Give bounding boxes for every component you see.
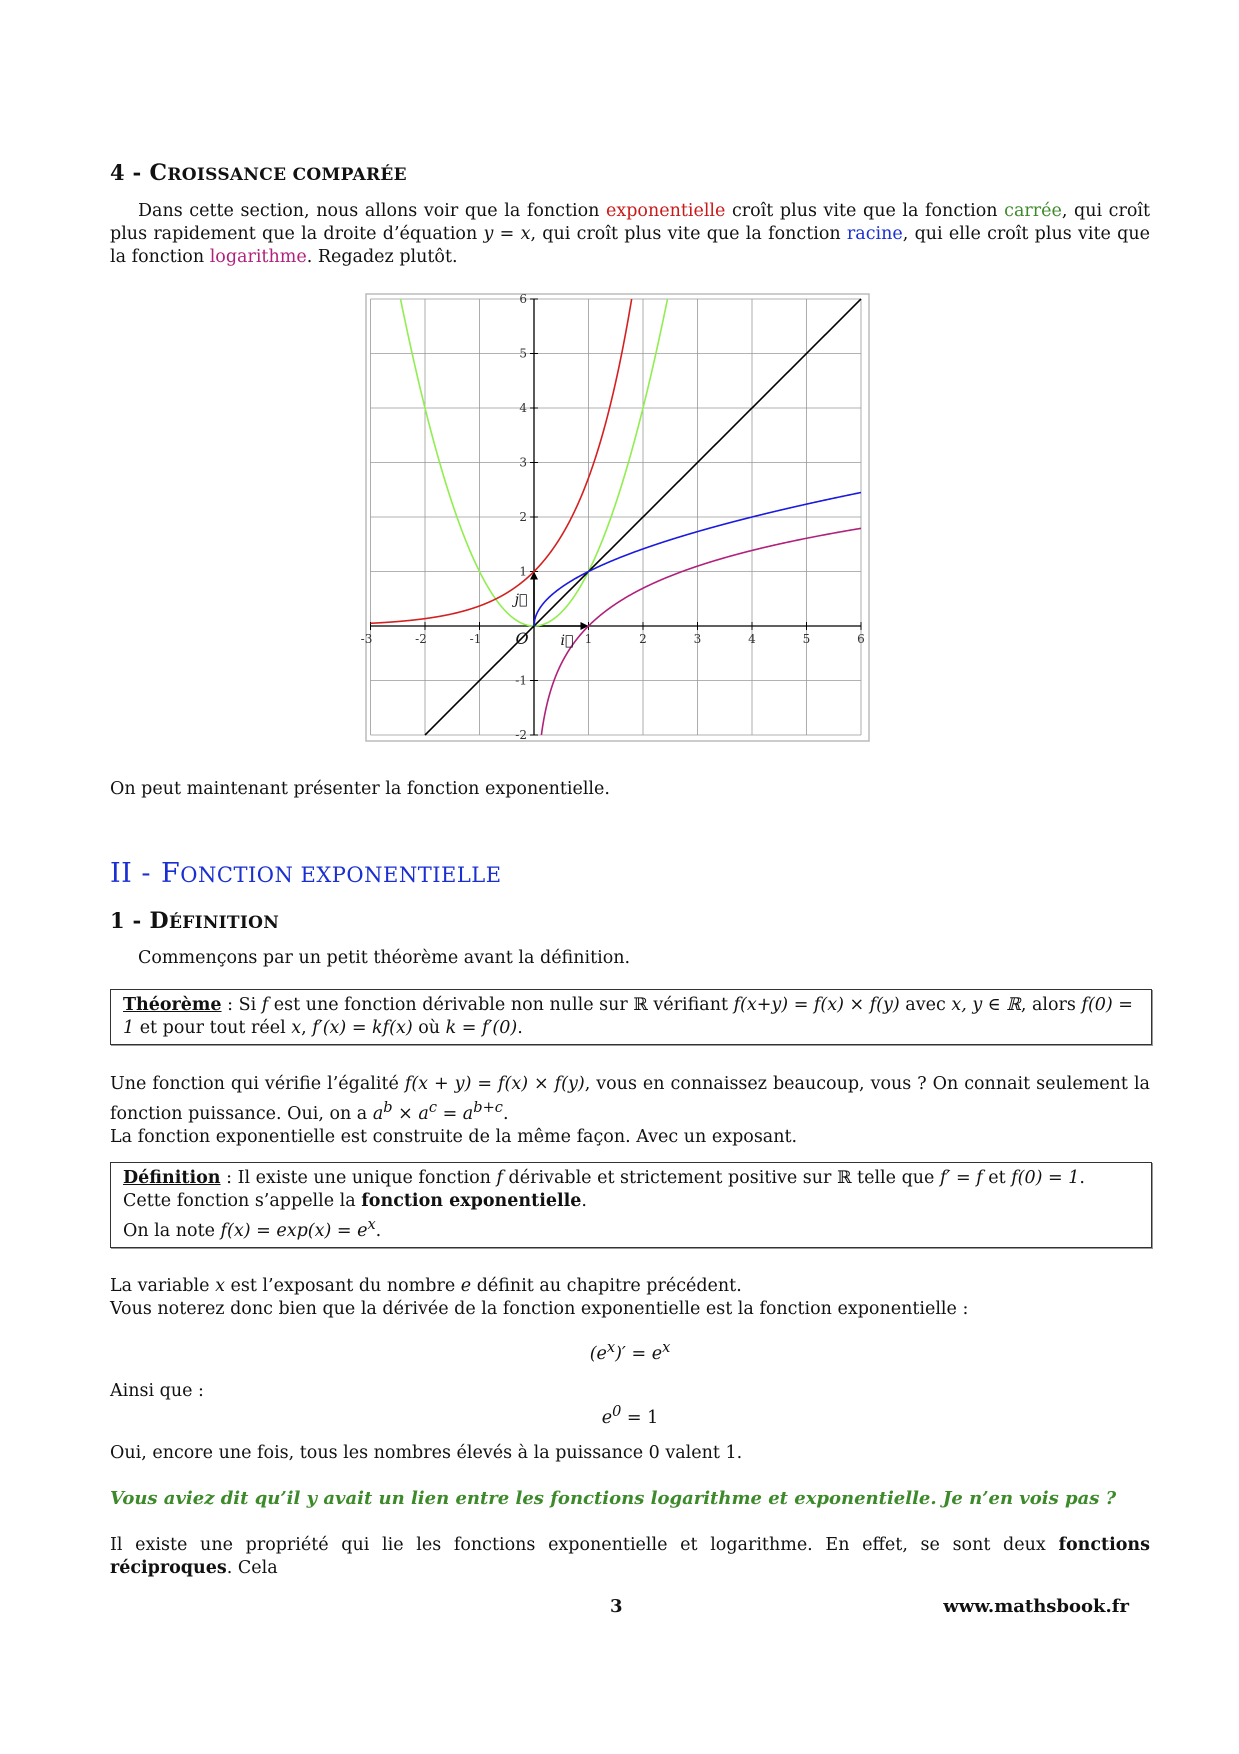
definition-line-2c: .: [581, 1191, 587, 1211]
x-tick-label: -3: [360, 632, 373, 646]
y-tick-label: 2: [519, 510, 527, 524]
subsection-1-number: 1 -: [110, 908, 142, 933]
i-vector-label: i⃗: [560, 633, 574, 649]
curve-exponential: [371, 299, 632, 623]
after-theorem-text-3: .: [502, 1103, 509, 1124]
after-theorem-line-3: La fonction exponentielle est construite de la même façon. Avec un exposant.: [110, 1126, 798, 1147]
derivative-eq-b: )′ = e: [615, 1343, 663, 1364]
before-theorem-text: Commençons par un petit théorème avant la définition.: [138, 948, 631, 968]
after-def-text-1a: La variable: [110, 1276, 216, 1296]
power-a3: a: [462, 1103, 474, 1124]
after-def-text-1c: définit au chapitre précédent.: [471, 1276, 742, 1296]
y-tick-label: 1: [519, 564, 527, 579]
last-para-c: . Cela: [226, 1558, 278, 1578]
x-tick-label: 2: [639, 632, 647, 646]
theorem-f: f: [261, 995, 269, 1015]
theorem-text-4: , alors: [1020, 995, 1082, 1015]
x-tick-label: 4: [748, 632, 756, 646]
theorem-text-7: où: [412, 1018, 446, 1038]
definition-label: Définition: [123, 1168, 221, 1188]
intro-text-1: Dans cette section, nous allons voir que la fonction: [138, 201, 606, 221]
subsection-4-title-rest: ROISSANCE COMPARÉE: [167, 165, 407, 185]
theorem-text-2: est une fonction dérivable non nulle sur ℝ vérifiant: [268, 995, 734, 1015]
theorem-label: Théorème: [123, 995, 222, 1015]
zero-eq-a: e: [601, 1407, 613, 1428]
subsection-4-number: 4 -: [110, 160, 142, 185]
intro-text-4: , qui croît plus vite que la fonction: [530, 224, 847, 244]
theorem-text-8: .: [517, 1018, 523, 1038]
j-vector-arrowhead: [530, 572, 538, 580]
word-logarithme: logarithme: [209, 247, 307, 267]
subsection-1-heading: [110, 908, 279, 934]
chart-frame: [366, 294, 869, 741]
section-2-number: II -: [110, 858, 152, 889]
zero-eq-sup: 0: [612, 1403, 622, 1420]
definition-text-2: dérivable et strictement positive sur ℝ telle que: [502, 1168, 940, 1188]
section-2-title-rest: ONCTION EXPONENTIELLE: [180, 863, 502, 887]
theorem-eq-4: f′(x) = kf(x): [312, 1018, 413, 1038]
theorem-x: x: [291, 1018, 302, 1038]
after-def-text-2: Vous noterez donc bien que la dérivée de la fonction exponentielle est la fonction exponentielle :: [110, 1299, 969, 1319]
derivative-eq-a: (e: [589, 1343, 607, 1364]
equation-y-equals-x: y = x: [483, 224, 531, 244]
section-2-title-first: F: [161, 858, 181, 889]
word-racine: racine: [846, 224, 903, 244]
x-tick-label: 6: [857, 632, 865, 646]
power-a: a: [372, 1103, 384, 1124]
after-definition-paragraph: [110, 1275, 1150, 1321]
subsection-4-title-first: C: [149, 160, 168, 186]
y-tick-label: -1: [515, 673, 527, 688]
power-equals: =: [437, 1103, 463, 1124]
origin-label: O: [515, 629, 529, 648]
footer-website: www.mathsbook.fr: [943, 1596, 1129, 1617]
power-c: c: [428, 1099, 437, 1116]
theorem-text-1: : Si: [221, 995, 262, 1015]
ainsi-que-text: Ainsi que :: [110, 1381, 204, 1401]
theorem-text-3: avec: [899, 995, 952, 1015]
subsection-1-title-first: D: [149, 908, 169, 934]
after-chart-text: On peut maintenant présenter la fonction exponentielle.: [110, 779, 610, 799]
x-tick-label: 1: [584, 632, 593, 646]
power-zero-text: Oui, encore une fois, tous les nombres élevés à la puissance 0 valent 1.: [110, 1443, 743, 1463]
theorem-text-6: ,: [301, 1018, 313, 1038]
chart-grid: [371, 299, 862, 735]
zero-power-equation: [110, 1403, 1150, 1428]
after-def-text-1b: est l’exposant du nombre: [224, 1276, 461, 1296]
power-times: ×: [392, 1103, 419, 1124]
definition-line-2b: fonction exponentielle: [361, 1191, 582, 1211]
x-tick-label: 5: [802, 632, 811, 646]
definition-line-3c: .: [375, 1220, 382, 1241]
j-vector-label: j⃗: [514, 591, 528, 608]
definition-box: [110, 1162, 1152, 1248]
power-bc: b+c: [473, 1099, 503, 1116]
definition-text-4: .: [1079, 1168, 1085, 1188]
power-b: b: [383, 1099, 393, 1116]
function-comparison-chart: [0, 0, 1239, 780]
last-paragraph: [110, 1534, 1150, 1580]
intro-text-3: , qui croît plus rapidement que la droite d’équation: [110, 201, 1151, 244]
x-tick-label: -1: [469, 632, 482, 646]
student-question: Vous aviez dit qu’il y avait un lien entre les fonctions logarithme et exponentielle. Je n’en vois pas ?: [110, 1488, 1117, 1509]
definition-f: f: [496, 1168, 503, 1188]
theorem-eq-2: x, y ∈ ℝ: [951, 995, 1021, 1015]
definition-text-3: et: [982, 1168, 1012, 1188]
derivative-eq-sup2: x: [662, 1339, 671, 1356]
y-tick-label: 4: [519, 401, 527, 415]
after-def-x: x: [215, 1276, 225, 1296]
after-theorem-paragraph: [110, 1073, 1150, 1149]
last-para-b: fonctions réciproques: [110, 1535, 1150, 1578]
y-tick-label: 3: [519, 455, 527, 470]
section-2-heading: [110, 858, 502, 889]
definition-text-1: : Il existe une unique fonction: [220, 1168, 497, 1188]
theorem-eq-3: f(0) = 1: [123, 995, 1133, 1038]
word-exponentielle: exponentielle: [605, 201, 726, 221]
power-a2: a: [418, 1103, 429, 1124]
theorem-eq-1: f(x+y) = f(x) × f(y): [733, 995, 900, 1015]
definition-line-3b: f(x) = exp(x) = e: [220, 1220, 368, 1241]
after-theorem-eq-1: f(x + y) = f(x) × f(y): [404, 1074, 585, 1094]
subsection-1-title-rest: ÉFINITION: [168, 913, 280, 933]
theorem-box: [110, 989, 1152, 1045]
definition-line-3-sup: x: [367, 1216, 376, 1233]
after-def-e: e: [460, 1276, 472, 1296]
theorem-text-5: et pour tout réel: [134, 1018, 292, 1038]
intro-text-6: . Regadez plutôt.: [306, 247, 458, 267]
derivative-equation: [110, 1339, 1150, 1364]
word-carree: carrée: [1004, 201, 1062, 221]
i-vector-arrowhead: [581, 622, 589, 630]
definition-line-3a: On la note: [123, 1220, 221, 1241]
after-theorem-text-1: Une fonction qui vérifie l’égalité: [110, 1074, 405, 1094]
after-theorem-text-2: , vous en connaissez beaucoup, vous ? On connait seulement la fonction puissance. Oui, on a: [110, 1074, 1150, 1124]
page-number: 3: [610, 1596, 623, 1617]
definition-eq-2: f(0) = 1: [1011, 1168, 1080, 1188]
x-tick-label: 3: [693, 632, 702, 646]
y-tick-label: 6: [519, 292, 527, 306]
definition-eq-1: f′ = f: [939, 1168, 983, 1188]
last-para-a: Il existe une propriété qui lie les fonctions exponentielle et logarithme. En effet, se sont deux: [110, 1535, 1059, 1555]
zero-eq-b: = 1: [621, 1407, 659, 1428]
y-tick-label: -2: [515, 728, 527, 742]
x-tick-label: -2: [415, 632, 427, 646]
intro-text-2: croît plus vite que la fonction: [725, 201, 1005, 221]
y-tick-label: 5: [519, 346, 527, 361]
intro-text-5: , qui elle croît plus vite que la fonction: [110, 224, 1150, 267]
derivative-eq-sup: x: [606, 1339, 616, 1356]
theorem-eq-5: k = f′(0): [445, 1018, 518, 1038]
definition-line-2a: Cette fonction s’appelle la: [123, 1191, 362, 1211]
